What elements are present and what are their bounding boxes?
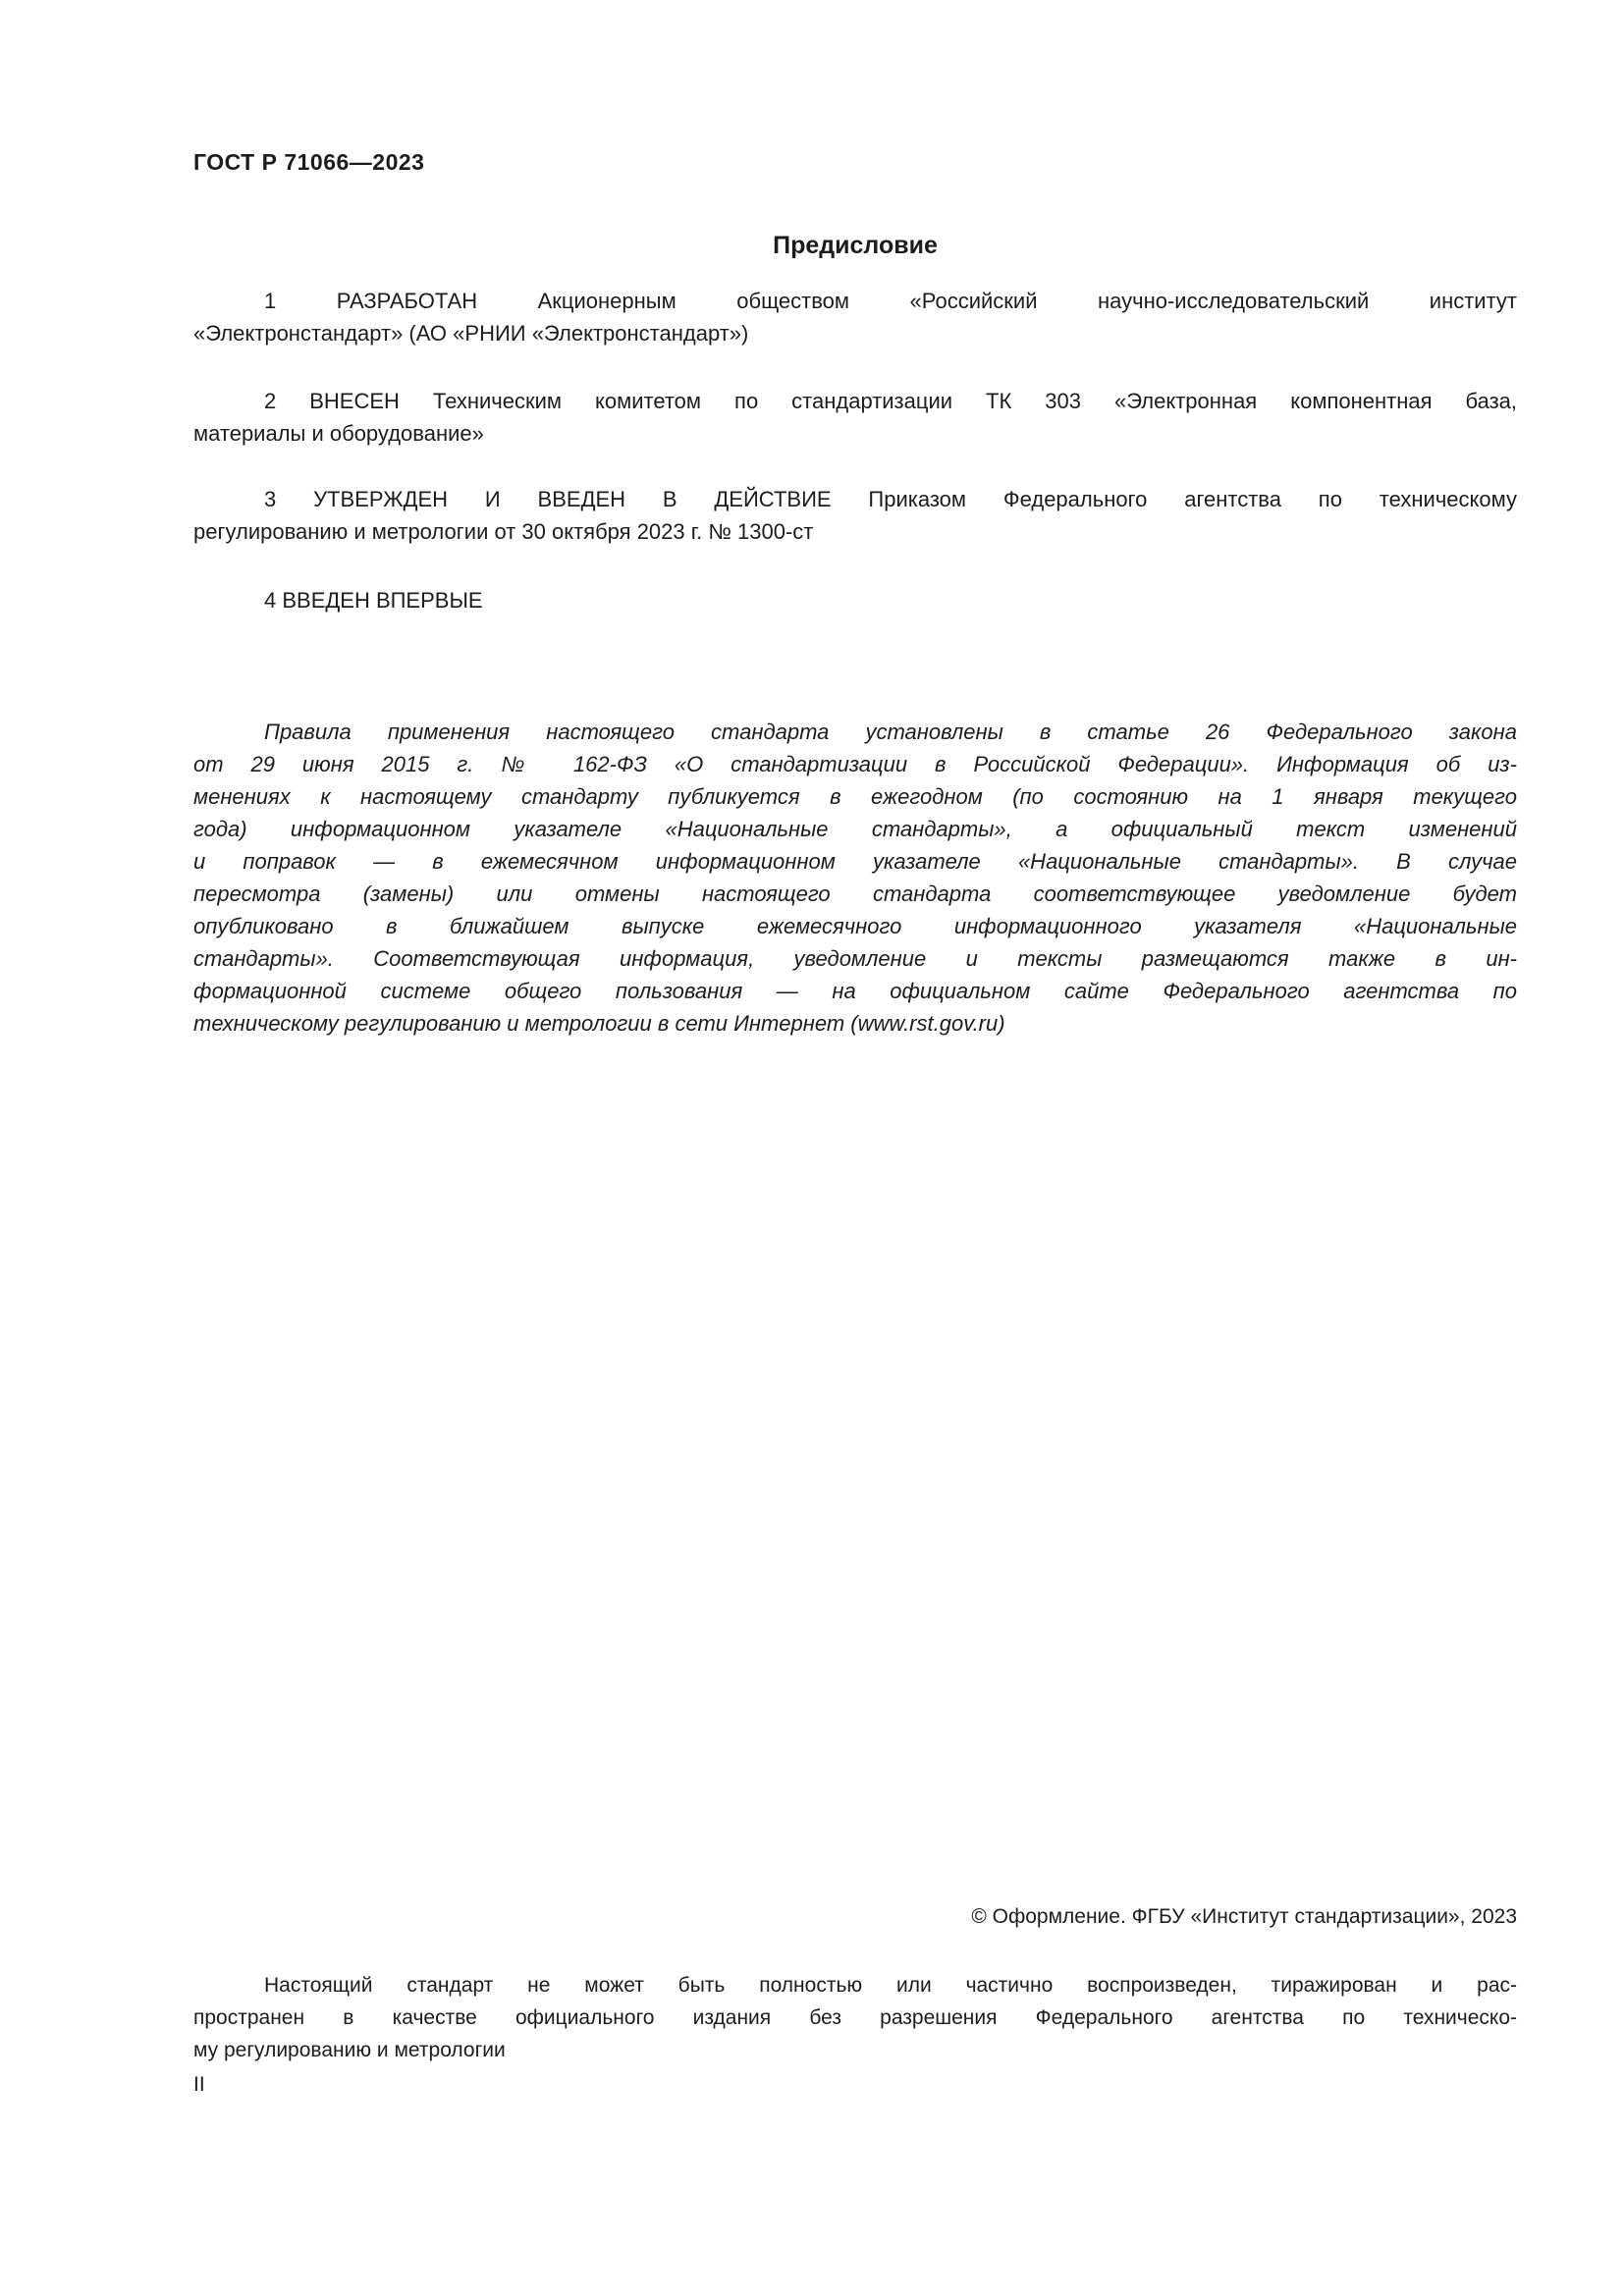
text-line: пересмотра (замены) или отмены настоящего стандарта соответствующее уведомление будет xyxy=(193,881,1517,906)
clause-submitted xyxy=(193,385,1517,450)
text-line: 4 ВВЕДЕН ВПЕРВЫЕ xyxy=(264,588,483,613)
text-line: формационной системе общего пользования — на официальном сайте Федерального агентства по xyxy=(193,979,1517,1003)
clause-approved xyxy=(193,483,1517,548)
copyright-line: © Оформление. ФГБУ «Институт стандартизации», 2023 xyxy=(971,1905,1517,1928)
text-line: му регулированию и метрологии xyxy=(193,2039,506,2061)
text-line: стандарты». Соответствующая информация, уведомление и тексты размещаются также в ин- xyxy=(193,946,1517,971)
text-line: 3 УТВЕРЖДЕН И ВВЕДЕН В ДЕЙСТВИЕ Приказом Федерального агентства по техническому xyxy=(264,487,1517,511)
text-line: и поправок — в ежемесячном информационном указателе «Национальные стандарты». В случае xyxy=(193,849,1517,874)
clause-developed xyxy=(193,285,1517,349)
text-line: «Электронстандарт» (АО «РНИИ «Электронстандарт») xyxy=(193,321,749,346)
text-line: техническому регулированию и метрологии в сети Интернет (www.rst.gov.ru) xyxy=(193,1011,1005,1036)
reproduction-notice xyxy=(193,1969,1517,2066)
text-line: года) информационном указателе «Национальные стандарты», а официальный текст изменений xyxy=(193,817,1517,841)
page-number: II xyxy=(193,2073,205,2096)
text-line: материалы и оборудование» xyxy=(193,421,484,446)
text-line: 2 ВНЕСЕН Техническим комитетом по стандартизации ТК 303 «Электронная компонентная база, xyxy=(264,389,1517,413)
clause-first-edition xyxy=(193,584,1517,616)
text-line: пространен в качестве официального издания без разрешения Федерального агентства по техническо- xyxy=(193,2006,1517,2029)
text-line: опубликовано в ближайшем выпуске ежемесячного информационного указателя «Национальные xyxy=(193,914,1517,938)
text-line: от 29 июня 2015 г. № 162-ФЗ «О стандартизации в Российской Федерации». Информация об из- xyxy=(193,752,1517,776)
text-line: регулированию и метрологии от 30 октября 2023 г. № 1300-ст xyxy=(193,519,814,544)
legal-application-note xyxy=(193,716,1517,1040)
section-title: Предисловие xyxy=(773,232,938,259)
text-line: Настоящий стандарт не может быть полностью или частично воспроизведен, тиражирован и рас- xyxy=(264,1974,1517,1997)
text-line: 1 РАЗРАБОТАН Акционерным обществом «Российский научно-исследовательский институт xyxy=(264,289,1517,313)
doc-code: ГОСТ Р 71066—2023 xyxy=(193,149,425,175)
text-line: Правила применения настоящего стандарта установлены в статье 26 Федерального закона xyxy=(264,720,1517,744)
text-line: менениях к настоящему стандарту публикуется в ежегодном (по состоянию на 1 января текущего xyxy=(193,784,1517,809)
